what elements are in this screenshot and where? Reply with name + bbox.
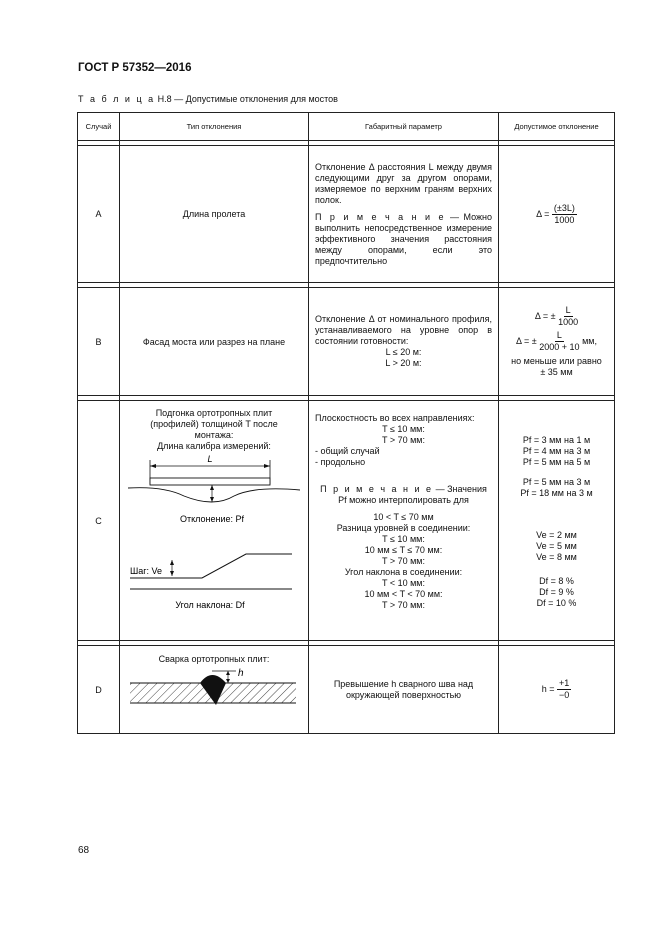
tol-b-line2 (505, 330, 608, 353)
tolerance-a (499, 146, 615, 283)
tol-b-extra1: но меньше или равно (511, 356, 602, 366)
param-c2-line: Угол наклона в соединении: (344, 567, 463, 577)
type-c-l2: (профилей) толщиной T после (150, 418, 278, 429)
param-a (309, 146, 499, 283)
fig-label-slope: Угол наклона: Df (175, 599, 245, 610)
tol-b1-den: 1000 (558, 317, 579, 327)
param-c2-line: Разница уровней в соединении: (336, 523, 471, 533)
tol-b-extra2: ± 35 мм (540, 367, 573, 377)
case-b: B (78, 288, 120, 396)
tol-c-group2 (505, 477, 608, 499)
tol-c-line: Df = 8 % (539, 576, 574, 586)
caption-label: Т а б л и ц а (78, 94, 156, 104)
type-c-l1: Подгонка ортотропных плит (155, 407, 273, 418)
type-c-l4: Длина калибра измерений: (157, 440, 271, 451)
tol-c-line: Pf = 3 мм на 1 м (522, 435, 591, 445)
param-b-l1: L ≤ 20 м: (385, 347, 422, 357)
param-c2-line: T ≤ 10 мм: (382, 534, 425, 544)
type-c (120, 401, 309, 641)
table-header-row (78, 113, 615, 141)
note-text-c: — Значения Pf можно интерполировать для (338, 484, 487, 505)
tol-b1-fraction (558, 305, 578, 328)
tol-d-fraction (557, 678, 571, 701)
table-row-a (78, 146, 615, 283)
note-label-c: П р и м е ч а н и е (320, 484, 434, 494)
tol-b2-den: 2000 + 10 (539, 342, 580, 352)
tol-b2-suffix: мм, (582, 335, 597, 346)
tol-c-line: Ve = 2 мм (536, 530, 577, 540)
param-c2-line: 10 мм ≤ T ≤ 70 мм: (364, 545, 443, 555)
param-c-line: Плоскостность во всех направлениях: (315, 413, 475, 423)
tol-c-line: Pf = 5 мм на 5 м (522, 457, 591, 467)
tol-c-line: Pf = 4 мм на 3 м (522, 446, 591, 456)
tol-b2-fraction (539, 330, 579, 353)
param-c-note (315, 484, 492, 506)
fig-label-step: Шаг: Ve (130, 565, 163, 576)
tol-c-line: Pf = 18 мм на 3 м (520, 488, 593, 498)
param-c2-line: 10 мм < T < 70 мм: (364, 589, 443, 599)
tol-d-num: +1 (559, 678, 570, 688)
param-c-list1 (315, 413, 492, 468)
param-d (309, 646, 499, 734)
tolerance-b (499, 288, 615, 396)
tol-a-den: 1000 (554, 214, 575, 225)
tol-b1-num: L (565, 305, 571, 315)
col-header-case: Случай (78, 113, 120, 141)
tol-c-group4 (505, 576, 608, 609)
fig-label-l: L (207, 453, 213, 464)
tol-c-line: Ve = 8 мм (536, 552, 577, 562)
param-b-text: Отклонение Δ от номинального профиля, устанавливаемого на уровне опор в состоянии готовности: (315, 314, 492, 346)
table-row-d (78, 646, 615, 734)
tol-a-prefix: Δ = (536, 208, 550, 219)
tol-c-line: Pf = 5 мм на 3 м (522, 477, 591, 487)
param-d-text: Превышение h сварного шва над окружающей поверхностью (333, 678, 474, 700)
tolerance-c (499, 401, 615, 641)
param-a-text: Отклонение Δ расстояния L между двумя следующими друг за другом опорами, измеряемое по верхним граням верхних полок. (315, 161, 492, 205)
tol-c-group1 (505, 435, 608, 468)
table-row-c (78, 401, 615, 641)
param-c-line: T > 70 мм: (382, 435, 425, 445)
tol-a-num: (±3L) (553, 202, 575, 213)
weld-figure (124, 665, 304, 723)
param-b (309, 288, 499, 396)
case-d: D (78, 646, 120, 734)
type-c-l3: монтажа: (194, 429, 234, 440)
type-b: Фасад моста или разрез на плане (120, 288, 309, 396)
param-c2-line: T > 70 мм: (382, 556, 425, 566)
type-a: Длина пролета (120, 146, 309, 283)
col-header-param: Габаритный параметр (309, 113, 499, 141)
tol-b2-num: L (556, 330, 562, 340)
case-c: C (78, 401, 120, 641)
table-row-b (78, 288, 615, 396)
tol-c-line: Df = 9 % (539, 587, 574, 597)
caption-text: Н.8 — Допустимые отклонения для мостов (157, 94, 338, 104)
tol-b-line1 (505, 305, 608, 328)
tol-b1-prefix: Δ = ± (534, 310, 556, 321)
case-a: A (78, 146, 120, 283)
table-caption (78, 94, 338, 104)
param-c-line: - продольно (315, 457, 366, 467)
deviation-table (77, 112, 615, 734)
page-number: 68 (78, 845, 90, 856)
tol-c-group3 (505, 530, 608, 563)
fig-label-deviation: Отклонение: Pf (179, 513, 245, 524)
tol-b2-prefix: Δ = ± (516, 335, 537, 346)
fig-label-h: h (238, 668, 244, 679)
flatness-figure (124, 452, 304, 632)
param-a-note (315, 212, 492, 267)
param-c-line: T ≤ 10 мм: (382, 424, 425, 434)
note-label-a: П р и м е ч а н и е (315, 211, 446, 222)
note-text-a: — Можно выполнить непосредственное измерение эффективного значения расстояния между опорами, если это предпочтительно (315, 211, 492, 266)
tol-d-prefix: h = (541, 683, 555, 694)
param-c2-line: 10 < T ≤ 70 мм (373, 512, 434, 522)
tol-a-fraction (552, 203, 577, 226)
param-c-line: - общий случай (315, 446, 380, 456)
tol-d-den: −0 (559, 690, 570, 700)
tolerance-d (499, 646, 615, 734)
param-c2-line: T > 70 мм: (382, 600, 425, 610)
param-c-list2 (315, 512, 492, 611)
type-d (120, 646, 309, 734)
param-c2-line: T < 10 мм: (382, 578, 425, 588)
col-header-tolerance: Допустимое отклонение (499, 113, 615, 141)
type-d-text: Сварка ортотропных плит: (158, 654, 270, 664)
col-header-type: Тип отклонения (120, 113, 309, 141)
param-c (309, 401, 499, 641)
tol-c-line: Ve = 5 мм (536, 541, 577, 551)
tol-c-line: Df = 10 % (536, 598, 577, 608)
document-header: ГОСТ Р 57352—2016 (78, 62, 192, 74)
param-b-l2: L > 20 м: (385, 358, 422, 368)
